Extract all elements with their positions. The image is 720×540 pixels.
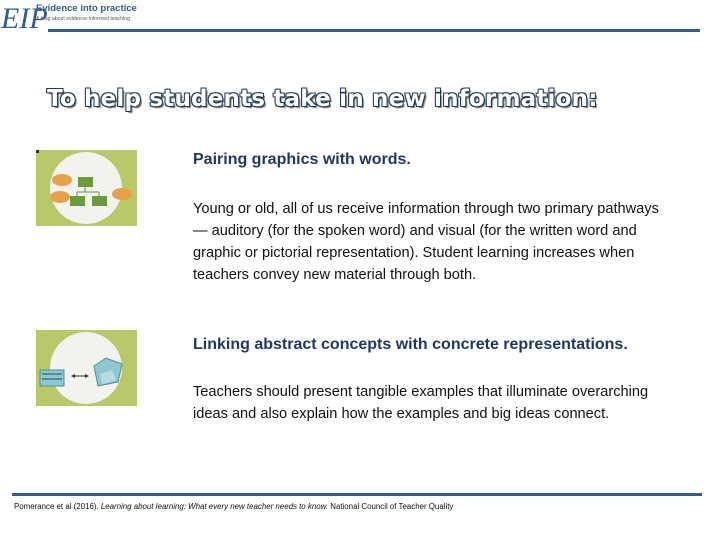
section-heading-abstract: Linking abstract concepts with concrete representations. xyxy=(193,336,628,353)
section-heading-graphics: Pairing graphics with words. xyxy=(193,151,411,168)
citation-title: Learning about learning: What every new teacher needs to know. xyxy=(100,502,329,511)
footer-divider xyxy=(12,493,702,496)
section-body-abstract: Teachers should present tangible examples that illuminate overarching ideas and also explain how the examples and big ideas connect. xyxy=(193,384,649,422)
citation-publisher: National Council of Teacher Quality xyxy=(328,502,454,511)
logo-title: Evidence into practice xyxy=(36,3,137,14)
citation xyxy=(14,502,453,511)
abstract-concrete-icon xyxy=(36,330,137,406)
section-body-graphics: Young or old, all of us receive information through two primary pathways — auditory (for the spoken word) and visual (for the written word and graphic or pictorial representation). Student learning increases when teachers convey new material through both. xyxy=(193,201,659,283)
citation-authors: Pomerance et al (2016). xyxy=(14,502,101,511)
slide-title: To help students take in new information: xyxy=(47,86,598,112)
site-logo[interactable] xyxy=(0,0,160,40)
graphics-with-words-icon xyxy=(36,150,137,226)
logo-subtitle: A blog about evidence-informed teaching xyxy=(36,16,131,22)
header-divider xyxy=(48,29,700,32)
svg-text:EIP: EIP xyxy=(1,2,48,35)
